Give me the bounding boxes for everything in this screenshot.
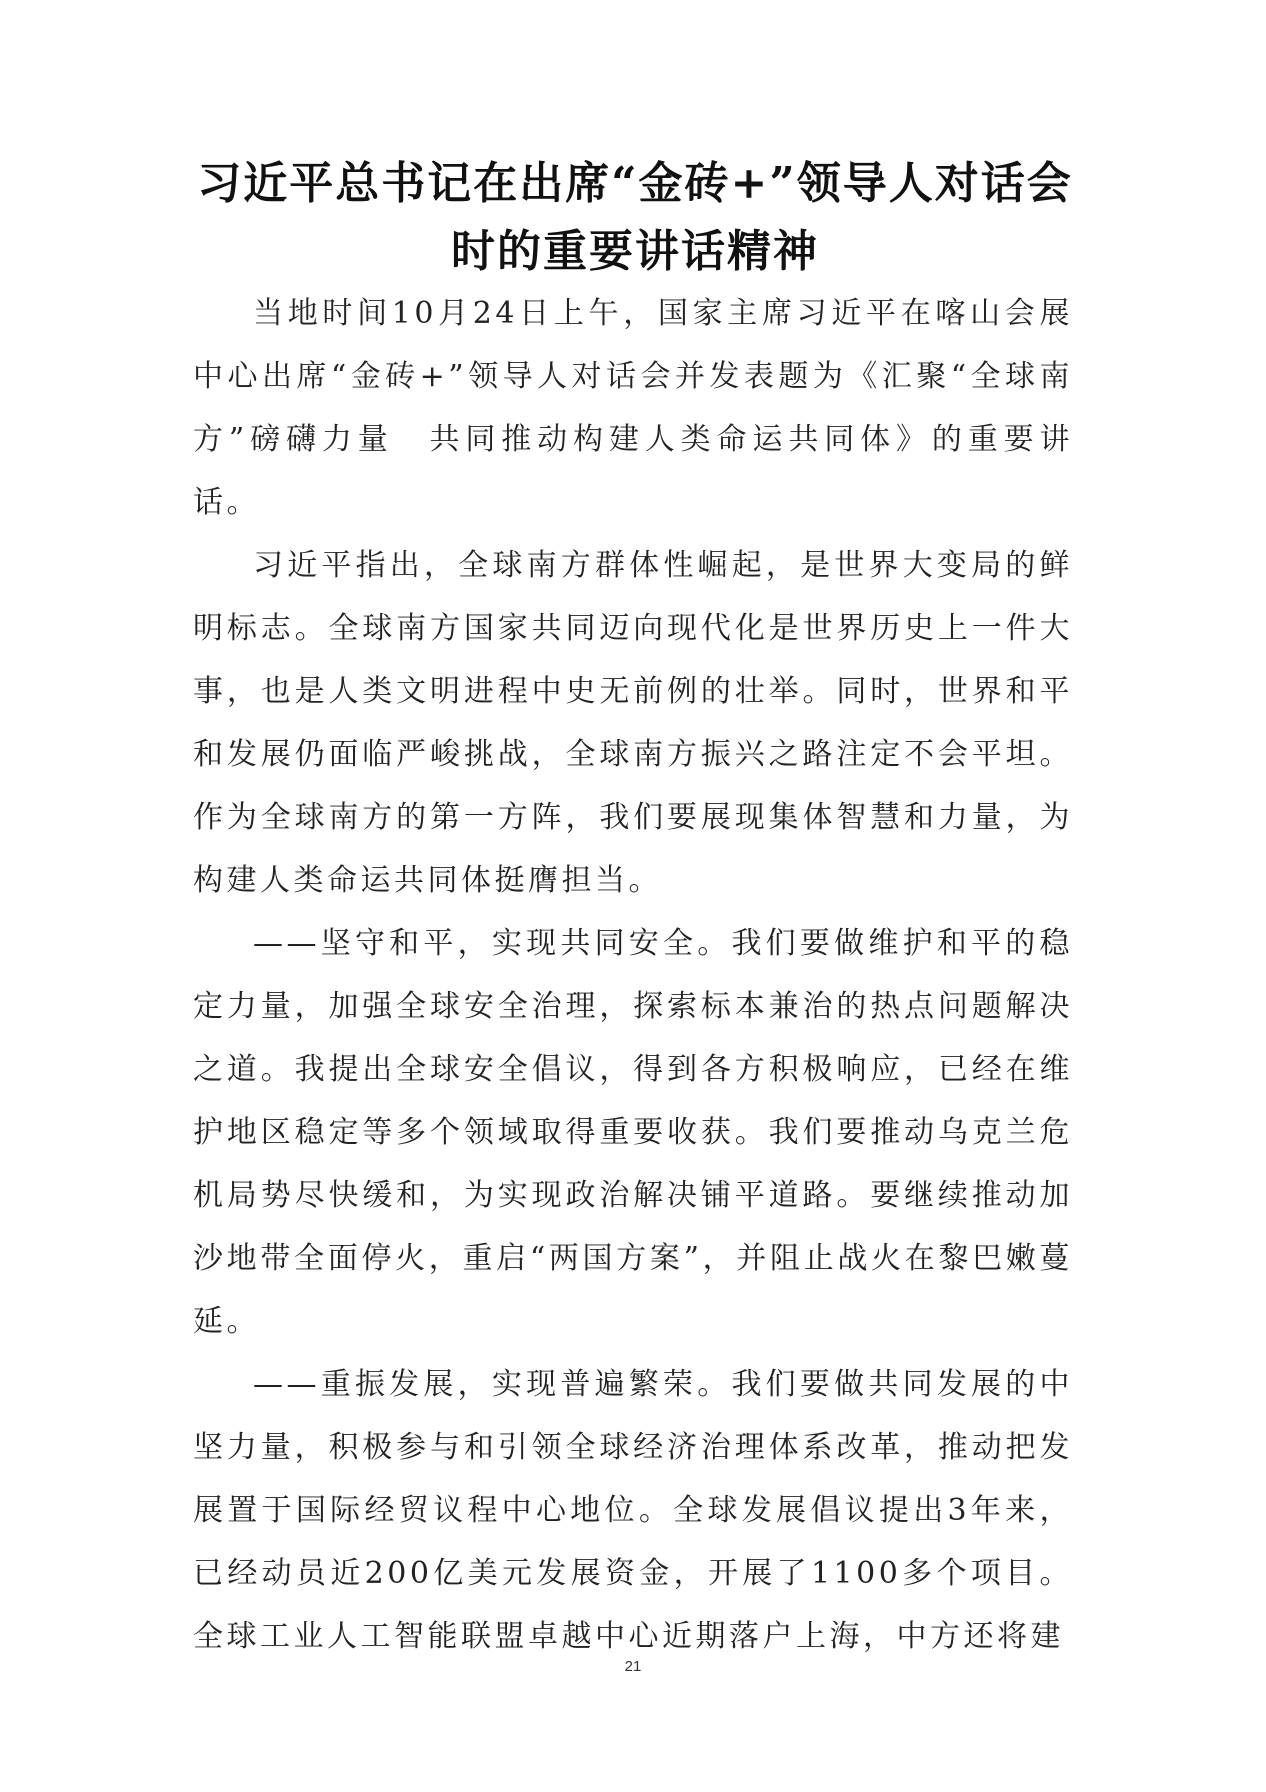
paragraph: 当地时间10月24日上午，国家主席习近平在喀山会展中心出席“金砖+”领导人对话会并发表题为《汇聚“全球南方”磅礴力量 共同推动构建人类命运共同体》的重要讲话。: [193, 296, 1073, 520]
paragraph: ——重振发展，实现普遍繁荣。我们要做共同发展的中坚力量，积极参与和引领全球经济治理体系改革，推动把发展置于国际经贸议程中心地位。全球发展倡议提出3年来，已经动员近200亿美元发展资金，开展了1100多个项目。全球工业人工智能联盟卓越中心近期落户上海，中方还将建: [193, 1367, 1073, 1654]
paragraph: ——坚守和平，实现共同安全。我们要做维护和平的稳定力量，加强全球安全治理，探索标本兼治的热点问题解决之道。我提出全球安全倡议，得到各方积极响应，已经在维护地区稳定等多个领域取得重要收获。我们要推动乌克兰危机局势尽快缓和，为实现政治解决铺平道路。要继续推动加沙地带全面停火，重启“两国方案”，并阻止战火在黎巴嫩蔓延。: [193, 926, 1073, 1339]
paragraph: 习近平指出，全球南方群体性崛起，是世界大变局的鲜明标志。全球南方国家共同迈向现代化是世界历史上一件大事，也是人类文明进程中史无前例的壮举。同时，世界和平和发展仍面临严峻挑战，全球南方振兴之路注定不会平坦。作为全球南方的第一方阵，我们要展现集体智慧和力量，为构建人类命运共同体挺膺担当。: [193, 548, 1073, 898]
page-title: 习近平总书记在出席“金砖+”领导人对话会时的重要讲话精神: [197, 158, 1073, 277]
page-number: 21: [624, 1658, 642, 1675]
body-text: [193, 282, 1073, 1668]
